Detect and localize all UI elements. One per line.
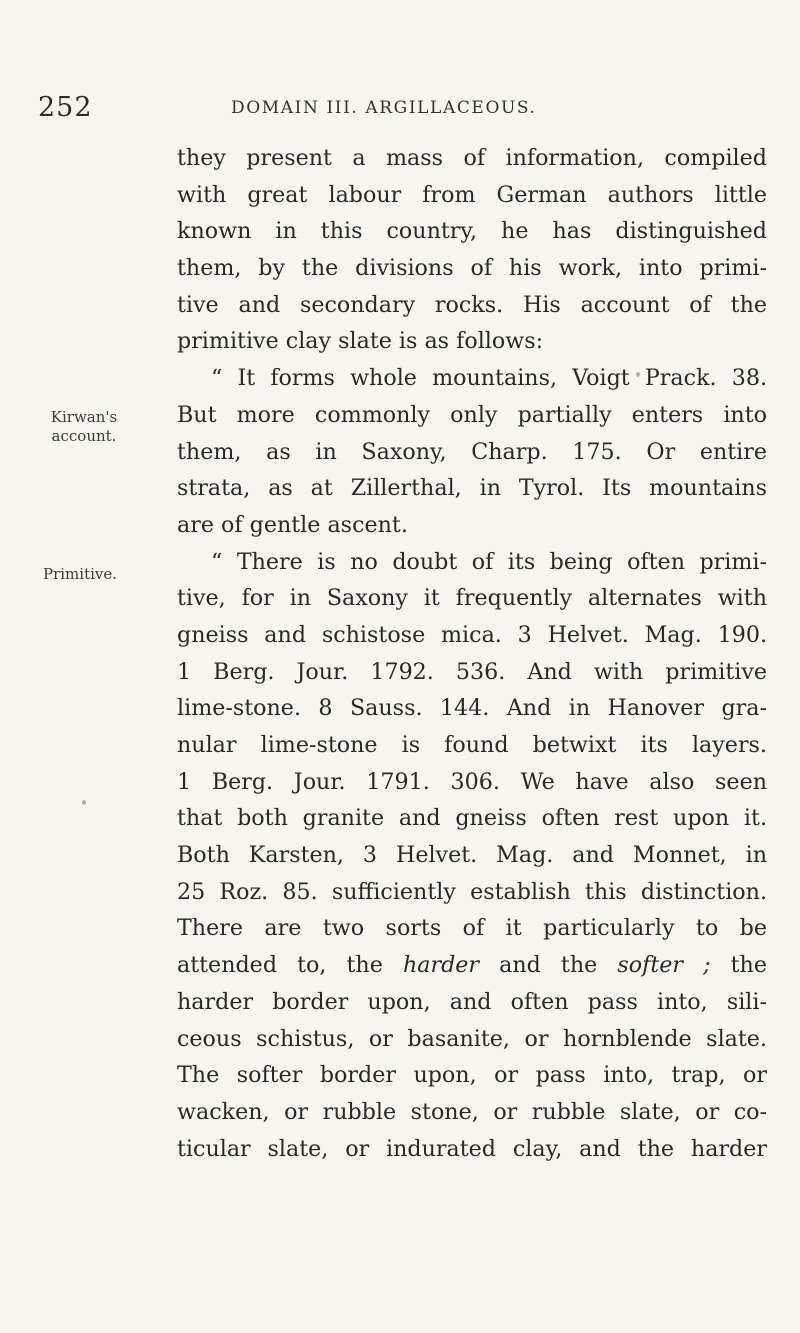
text-line: 25 Roz. 85. sufficiently establish this distinction. [177,878,767,905]
text-line: them, as in Saxony, Charp. 175. Or entire [177,438,767,465]
text-line: lime-stone. 8 Sauss. 144. And in Hanover gra- [177,695,767,722]
page-number: 252 [38,92,93,123]
text-line [177,947,767,984]
text-line: harder border upon, and often pass into, sili- [177,988,767,1015]
text-line: tive, for in Saxony it frequently alternates with [177,585,767,612]
text-line: 1 Berg. Jour. 1791. 306. We have also seen [177,768,767,795]
text-line: known in this country, he has distinguished [177,218,767,245]
text-fragment: and the [499,952,598,979]
italic-term-softer: softer ; [617,952,711,979]
margin-note-kirwans-account [38,408,130,446]
running-head: DOMAIN III. ARGILLACEOUS. [231,98,537,118]
text-line: they present a mass of information, compiled [177,145,767,171]
margin-note-line: account. [51,427,117,445]
text-line: them, by the divisions of his work, into primi- [177,255,767,282]
text-line: are of gentle ascent. [177,511,408,538]
text-line: “ It forms whole mountains, Voigt Prack. 38. [211,365,767,392]
text-fragment: attended to, the [177,952,383,979]
ink-speck [82,800,86,805]
body-text [177,140,767,1167]
text-line: There are two sorts of it particularly to be [177,915,767,942]
text-line: with great labour from German authors little [177,181,767,208]
text-line: primitive clay slate is as follows: [177,328,544,355]
text-line: tive and secondary rocks. His account of the [177,291,767,318]
text-line: nular lime-stone is found betwixt its layers. [177,732,767,758]
margin-note-primitive: Primitive. [42,565,118,583]
text-line: that both granite and gneiss often rest upon it. [177,805,767,832]
text-line: “ There is no doubt of its being often primi- [211,548,767,575]
text-line: gneiss and schistose mica. 3 Helvet. Mag. 190. [177,621,767,648]
text-line: ceous schistus, or basanite, or hornblende slate. [177,1025,767,1052]
text-line: strata, as at Zillerthal, in Tyrol. Its mountains [177,475,767,502]
text-line: But more commonly only partially enters into [177,401,767,428]
italic-term-harder: harder [402,952,480,979]
text-fragment: the [730,952,767,979]
text-line: ticular slate, or indurated clay, and the harder [177,1135,767,1162]
text-line: The softer border upon, or pass into, trap, or [177,1062,767,1089]
text-line: 1 Berg. Jour. 1792. 536. And with primitive [177,658,767,685]
text-line: wacken, or rubble stone, or rubble slate, or co- [177,1098,767,1125]
text-line: Both Karsten, 3 Helvet. Mag. and Monnet, in [177,842,767,869]
margin-note-line: Kirwan's [50,408,118,426]
